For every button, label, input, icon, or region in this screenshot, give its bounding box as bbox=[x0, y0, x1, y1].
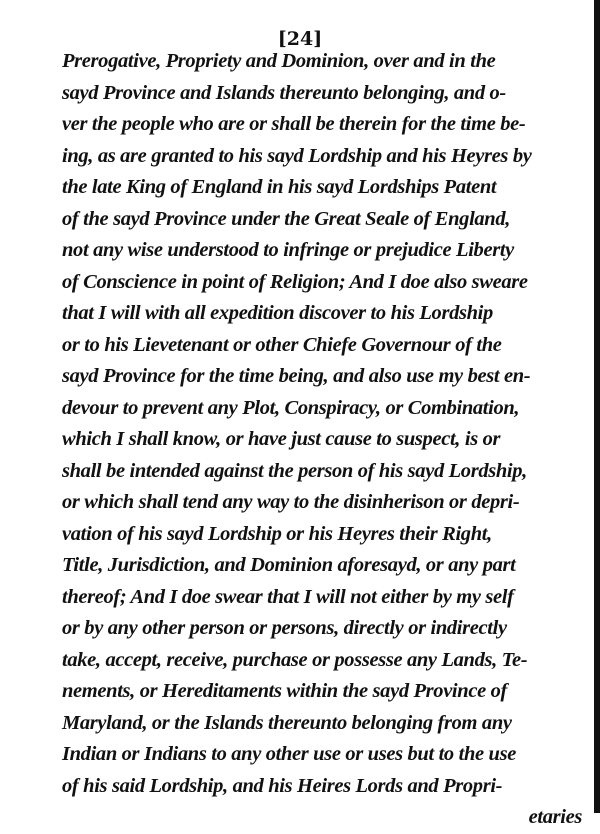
body-text bbox=[62, 46, 582, 834]
text-line: vation of his sayd Lordship or his Heyres their Right, bbox=[62, 522, 492, 545]
text-line: sayd Province and Islands thereunto belonging, and o- bbox=[62, 81, 506, 104]
text-line: devour to prevent any Plot, Conspiracy, or Combination, bbox=[62, 396, 520, 419]
text-line: of his said Lordship, and his Heires Lords and Propri- bbox=[62, 774, 503, 797]
text-line: Indian or Indians to any other use or uses but to the use bbox=[62, 743, 516, 765]
text-line: nements, or Hereditaments within the sayd Province of bbox=[62, 680, 507, 702]
text-line: or which shall tend any way to the disinherison or depri- bbox=[62, 491, 520, 513]
text-line: of the sayd Province under the Great Seale of England, bbox=[62, 207, 511, 230]
page-edge-shadow bbox=[594, 0, 600, 813]
text-line: not any wise understood to infringe or prejudice Liberty bbox=[62, 239, 514, 261]
text-line: ing, as are granted to his sayd Lordship and his Heyres by bbox=[62, 144, 532, 167]
text-line: Title, Jurisdiction, and Dominion aforesayd, or any part bbox=[62, 554, 516, 576]
catchword: etaries bbox=[528, 806, 582, 828]
text-line: ver the people who are or shall be therein for the time be- bbox=[62, 113, 526, 135]
text-line: thereof; And I doe swear that I will not either by my self bbox=[62, 585, 514, 608]
text-line: take, accept, receive, purchase or possesse any Lands, Te- bbox=[62, 648, 528, 671]
text-line: sayd Province for the time being, and also use my best en- bbox=[62, 365, 531, 387]
text-line: Maryland, or the Islands thereunto belonging from any bbox=[62, 711, 512, 734]
text-line: or to his Lievetenant or other Chiefe Governour of the bbox=[62, 333, 502, 356]
text-line: Prerogative, Propriety and Dominion, over and in the bbox=[62, 50, 496, 72]
text-line: that I will with all expedition discover to his Lordship bbox=[62, 302, 493, 324]
text-line: which I shall know, or have just cause to suspect, is or bbox=[62, 428, 501, 450]
text-line: of Conscience in point of Religion; And I doe also sweare bbox=[62, 270, 528, 293]
text-line: or by any other person or persons, directly or indirectly bbox=[62, 617, 507, 639]
text-line: the late King of England in his sayd Lordships Patent bbox=[62, 176, 497, 198]
page-number: [24] bbox=[277, 28, 323, 50]
text-line: shall be intended against the person of his sayd Lordship, bbox=[62, 459, 527, 482]
